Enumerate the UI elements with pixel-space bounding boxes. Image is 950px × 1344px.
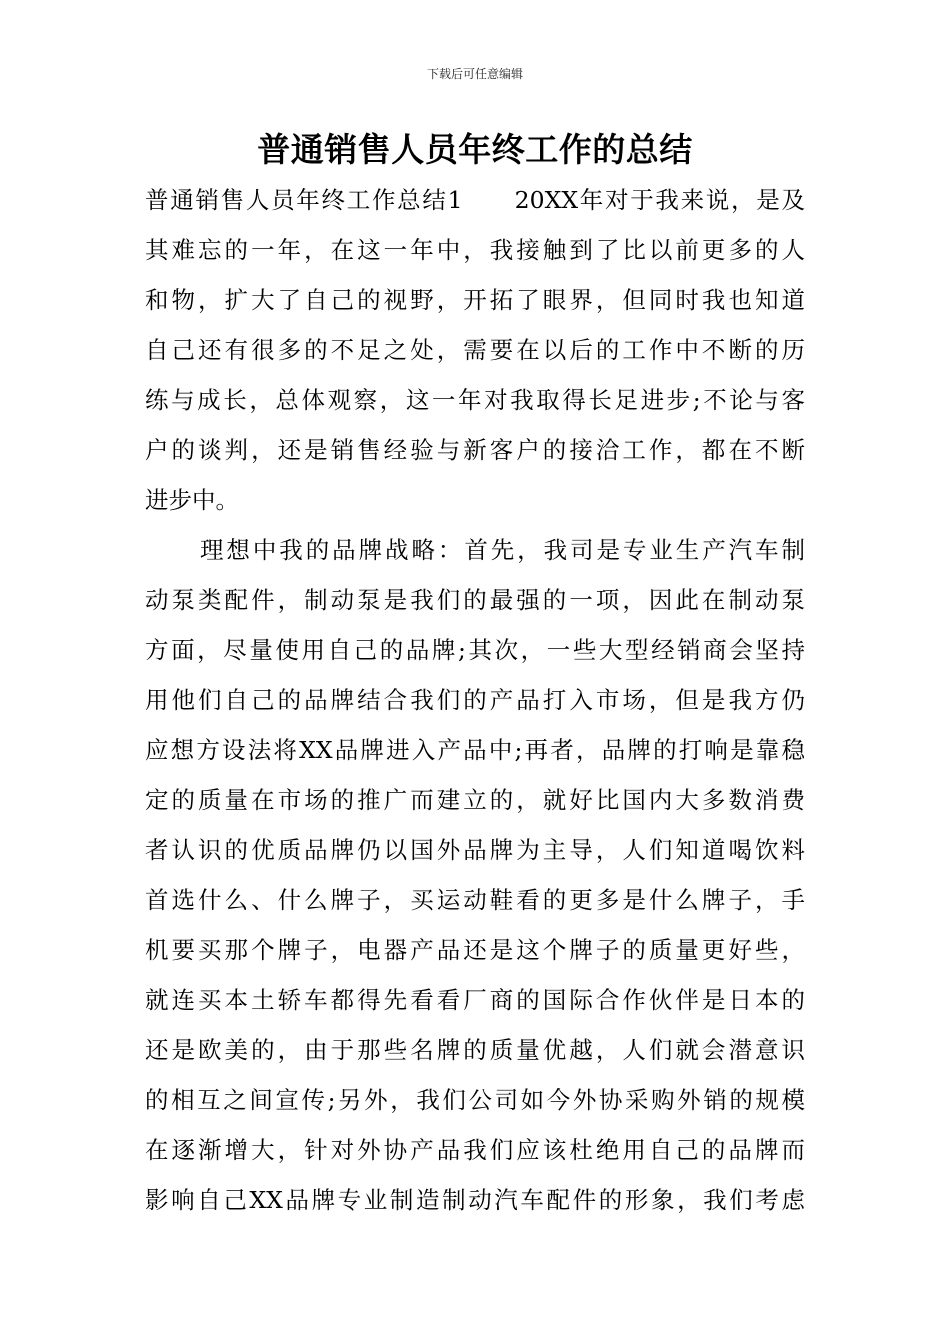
paragraph-line: 其难忘的一年，在这一年中，我接触到了比以前更多的人 [145,236,805,264]
paragraph-line: 方面，尽量使用自己的品牌;其次，一些大型经销商会坚持 [145,636,805,664]
paragraph-line: 练与成长，总体观察，这一年对我取得长足进步;不论与客 [145,386,805,414]
paragraph-line: 户的谈判，还是销售经验与新客户的接洽工作，都在不断 [145,436,805,464]
paragraph-line: 自己还有很多的不足之处，需要在以后的工作中不断的历 [145,336,805,364]
paragraph-line: 机要买那个牌子，电器产品还是这个牌子的质量更好些， [145,936,805,964]
paragraph-line: 和物，扩大了自己的视野，开拓了眼界，但同时我也知道 [145,286,805,314]
paragraph-line: 应想方设法将XX品牌进入产品中;再者，品牌的打响是靠稳 [145,736,805,764]
paragraph-line: 就连买本土轿车都得先看看厂商的国际合作伙伴是日本的 [145,986,805,1014]
paragraph-line: 首选什么、什么牌子，买运动鞋看的更多是什么牌子，手 [145,886,805,914]
document-title: 普通销售人员年终工作的总结 [257,130,693,169]
paragraph-line: 在逐渐增大，针对外协产品我们应该杜绝用自己的品牌而 [145,1136,805,1164]
paragraph-line: 动泵类配件，制动泵是我们的最强的一项，因此在制动泵 [145,586,805,614]
paragraph-line: 用他们自己的品牌结合我们的产品打入市场，但是我方仍 [145,686,805,714]
paragraph-line: 者认识的优质品牌仍以国外品牌为主导，人们知道喝饮料 [145,836,805,864]
paragraph-line: 还是欧美的，由于那些名牌的质量优越，人们就会潜意识 [145,1036,805,1064]
paragraph-line: 的相互之间宣传;另外，我们公司如今外协采购外销的规模 [145,1086,805,1114]
paragraph-line: 影响自己XX品牌专业制造制动汽车配件的形象，我们考虑 [145,1186,805,1214]
paragraph-line: 理想中我的品牌战略：首先，我司是专业生产汽车制 [200,536,805,564]
header-note: 下载后可任意编辑 [426,67,523,81]
paragraph-line: 定的质量在市场的推广而建立的，就好比国内大多数消费 [145,786,805,814]
paragraph-line: 进步中。 [145,486,239,514]
paragraph-line: 普通销售人员年终工作总结1 20XX年对于我来说，是及 [145,186,805,214]
